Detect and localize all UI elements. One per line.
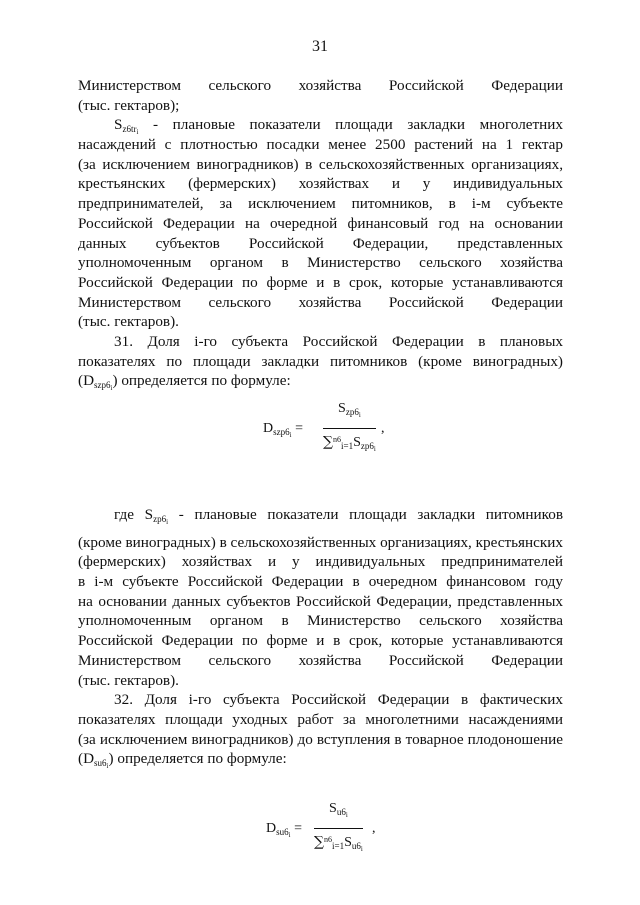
text-line: уполномоченным органом в Министерство сельского хозяйства bbox=[78, 612, 563, 630]
text-line: где $S_{zp6_i}$ - плановые показатели площади закладки питомников bbox=[114, 506, 563, 526]
text-line: Министерством сельского хозяйства Российской Федерации bbox=[78, 77, 563, 94]
formula-numerator: $S_{zp6_i}$ bbox=[338, 401, 361, 419]
text-line: (тыс. гектаров). bbox=[78, 671, 179, 689]
text-line: 31. Доля i-го субъекта Российской Федерации в плановых bbox=[114, 332, 563, 350]
text-line: в i-м субъекте Российской Федерации в очередном финансовом году bbox=[78, 573, 563, 591]
text-line: данных субъектов Российской Федерации, представленных bbox=[78, 234, 563, 252]
formula-fraction bbox=[323, 399, 376, 459]
text-line: крестьянских (фермерских) хозяйствах и у индивидуальных bbox=[78, 175, 563, 193]
math-symbol: $S_{zp6_i}$ bbox=[144, 506, 169, 526]
formula-comma: , bbox=[381, 421, 385, 436]
text-line: $(D_{szp6_i})$ определяется по формуле: bbox=[78, 372, 291, 393]
math-symbol: $S_{z6tr_i}$ bbox=[114, 116, 139, 137]
text-line: (за исключением виноградников) в сельскохозяйственных организациях, bbox=[78, 155, 563, 173]
text-line: предпринимателей, за исключением питомников, в i-м субъекте bbox=[78, 195, 563, 213]
text-line: $S_{z6tr_i}$ - плановые показатели площади закладки многолетних bbox=[114, 116, 563, 137]
formula-dszp6 bbox=[78, 399, 563, 459]
text-line: Российской Федерации по форме и в срок, которые устанавливаются bbox=[78, 273, 563, 291]
formula-dsu6 bbox=[78, 799, 563, 859]
formula-denominator: $\sum^{n6}_{i=1}S_{u6_i}$ bbox=[314, 833, 363, 853]
text-line: на основании данных субъектов Российской Федерации, представленных bbox=[78, 592, 563, 610]
text-line: (тыс. гектаров); bbox=[78, 96, 180, 114]
document-body bbox=[78, 76, 563, 859]
text-line: насаждений с плотностью посадки менее 2500 растений на 1 гектар bbox=[78, 136, 563, 154]
formula-lhs: $D_{szp6_i}$ = bbox=[263, 421, 303, 439]
text-line: показателях площади уходных работ за многолетними насаждениями bbox=[78, 710, 563, 728]
text-line: показателях по площади закладки питомников (кроме виноградных) bbox=[78, 352, 563, 370]
formula-fraction bbox=[314, 799, 363, 859]
text-line: Министерством сельского хозяйства Российской Федерации bbox=[78, 293, 563, 311]
text-line: 32. Доля i-го субъекта Российской Федерации в фактических bbox=[114, 691, 563, 709]
text-line: Министерством сельского хозяйства Российской Федерации bbox=[78, 651, 563, 669]
text-line: Российской Федерации по форме и в срок, которые устанавливаются bbox=[78, 632, 563, 650]
formula-denominator: $\sum^{n6}_{i=1}S_{zp6_i}$ bbox=[323, 433, 376, 453]
page-number: 31 bbox=[312, 38, 328, 55]
text-line: (за исключением виноградников) до вступления в товарное плодоношение bbox=[78, 730, 563, 748]
formula-lhs: $D_{su6_i}$ = bbox=[266, 820, 302, 839]
text-line: (тыс. гектаров). bbox=[78, 313, 179, 331]
text-line: уполномоченным органом в Министерство сельского хозяйства bbox=[78, 254, 563, 272]
text-line: (фермерских) хозяйствах и у индивидуальных предпринимателей bbox=[78, 553, 563, 571]
formula-numerator: $S_{u6_i}$ bbox=[329, 800, 348, 819]
text-line: $(D_{su6_i})$ определяется по формуле: bbox=[78, 750, 287, 771]
formula-comma: , bbox=[372, 820, 376, 836]
text-line: Российской Федерации на очередной финансовый год на основании bbox=[78, 214, 563, 232]
text-line: (кроме виноградных) в сельскохозяйственных организациях, крестьянских bbox=[78, 533, 563, 551]
math-symbol: $D_{su6_i}$ bbox=[83, 750, 109, 771]
math-symbol: $D_{szp6_i}$ bbox=[83, 372, 113, 393]
